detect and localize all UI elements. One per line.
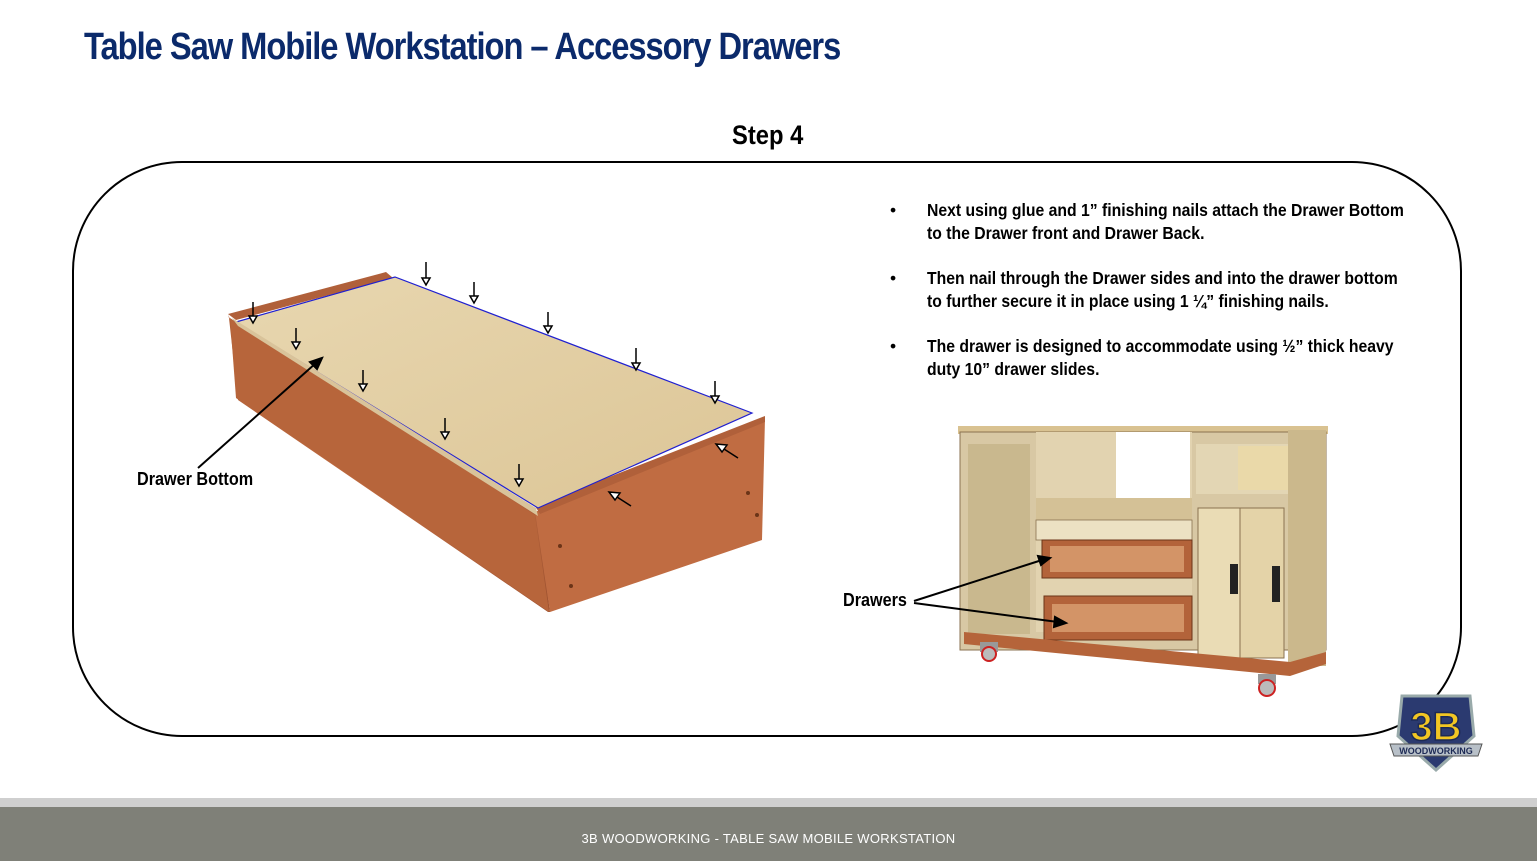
logo-mark: 3B xyxy=(1410,705,1462,749)
door-handle-right xyxy=(1272,566,1280,602)
logo-word: WOODWORKING xyxy=(1399,746,1473,756)
bullet-icon: • xyxy=(890,268,897,288)
bullet-icon: • xyxy=(890,200,897,220)
door-handle-left xyxy=(1230,564,1238,594)
page-title: Table Saw Mobile Workstation – Accessory Drawers xyxy=(84,26,841,68)
instruction-text: Then nail through the Drawer sides and into the drawer bottom to further secure it in place using 1 ¼” finishing nails. xyxy=(927,268,1398,311)
brand-logo xyxy=(1388,690,1484,776)
right-side-panel xyxy=(1288,430,1326,666)
footer-text: 3B WOODWORKING - TABLE SAW MOBILE WORKSTATION xyxy=(581,831,956,846)
bullet-icon: • xyxy=(890,336,897,356)
step-heading: Step 4 xyxy=(732,120,804,150)
shelf-edge xyxy=(1036,520,1192,540)
instruction-text: Next using glue and 1” finishing nails attach the Drawer Bottom to the Drawer front and Drawer Back. xyxy=(927,200,1404,243)
left-bay xyxy=(968,444,1030,634)
right-small-box xyxy=(1238,446,1288,490)
lower-drawer xyxy=(1044,596,1192,640)
center-hole xyxy=(1116,432,1190,498)
caster-wheel xyxy=(1258,674,1276,696)
upper-drawer xyxy=(1042,540,1192,578)
drawer-bottom-label: Drawer Bottom xyxy=(137,469,254,489)
caster-wheel xyxy=(980,642,998,661)
center-shelf xyxy=(1036,498,1192,520)
drawers-label: Drawers xyxy=(843,590,907,610)
instruction-text: The drawer is designed to accommodate using ½” thick heavy duty 10” drawer slides. xyxy=(927,336,1394,379)
